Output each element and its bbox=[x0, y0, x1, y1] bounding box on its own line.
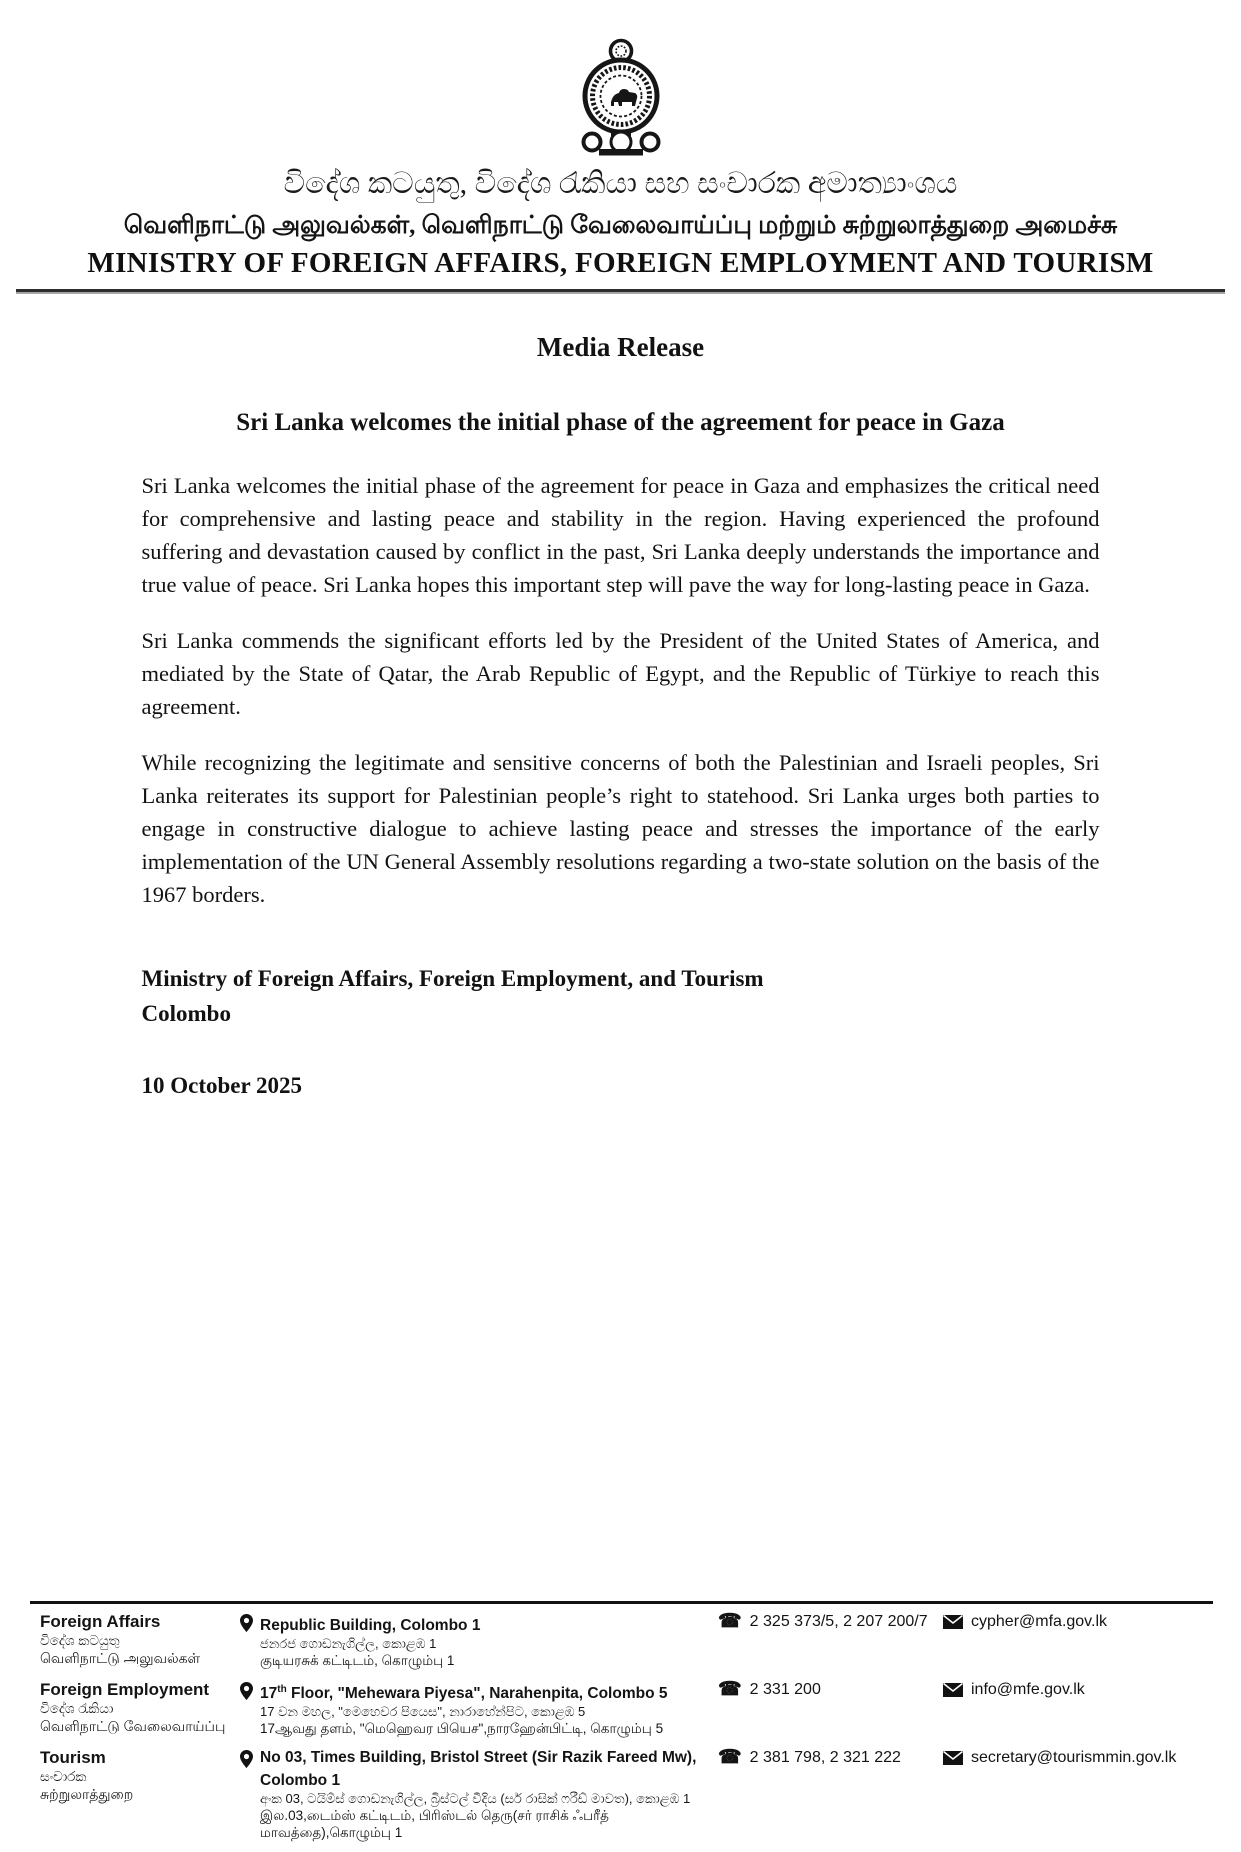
dept-block bbox=[30, 1612, 240, 1667]
address-text bbox=[260, 1748, 718, 1841]
paragraph-2: Sri Lanka commends the significant efforts led by the President of the United States of America, and mediated by the State of Qatar, the Arab Republic of Egypt, and the Republic of Türkiye to reach this agreement. bbox=[141, 628, 1100, 719]
dept-name-si: විදේශ රැකියා bbox=[40, 1701, 114, 1717]
phone-icon: ☎ bbox=[718, 1611, 742, 1632]
address-si: ජනරජ ගොඩනැගිල්ල, කොළඹ 1 bbox=[260, 1636, 437, 1652]
release-headline: Sri Lanka welcomes the initial phase of the agreement for peace in Gaza bbox=[236, 409, 1005, 436]
address-en bbox=[260, 1680, 667, 1703]
header-divider bbox=[16, 289, 1225, 292]
address-en-sup: th bbox=[277, 1684, 287, 1696]
dept-name-en: Foreign Employment bbox=[40, 1680, 210, 1700]
phone-block bbox=[718, 1612, 943, 1632]
envelope-icon bbox=[943, 1683, 963, 1697]
address-ta: இல.03,டைம்ஸ் கட்டிடம், பிரிஸ்டல் தெரு(சர் ராசிக் ஃபரீத் மாவத்தை),கொழும்பு 1 bbox=[260, 1808, 609, 1841]
address-text bbox=[260, 1612, 480, 1669]
address-en-rest: Floor, "Mehewara Piyesa", Narahenpita, Colombo 5 bbox=[286, 1685, 668, 1703]
phone-icon: ☎ bbox=[718, 1679, 742, 1701]
address-en-text: Republic Building, Colombo 1 bbox=[260, 1617, 481, 1635]
address-en-text: 17 bbox=[260, 1685, 278, 1703]
release-body bbox=[142, 469, 1100, 1099]
email-block bbox=[943, 1748, 1213, 1768]
signature-organization: Ministry of Foreign Affairs, Foreign Employment, and Tourism bbox=[141, 966, 764, 991]
ministry-title-english: MINISTRY OF FOREIGN AFFAIRS, FOREIGN EMPLOYMENT AND TOURISM bbox=[87, 247, 1154, 279]
media-release-page bbox=[0, 38, 1241, 1841]
address-block bbox=[240, 1748, 718, 1841]
sri-lanka-emblem-icon bbox=[574, 38, 668, 156]
address-block bbox=[240, 1612, 718, 1669]
address-en bbox=[260, 1612, 480, 1635]
address-block bbox=[240, 1680, 718, 1737]
contact-footer bbox=[30, 1601, 1213, 1852]
signature-block bbox=[142, 961, 1100, 1031]
address-ta: 17ஆவது தளம், "மெஹெவர பியெச",நாரஹேன்பிட்டி, கொழும்பு 5 bbox=[260, 1721, 664, 1737]
email-address: cypher@mfa.gov.lk bbox=[971, 1613, 1107, 1630]
dept-name-ta: சுற்றுலாத்துறை bbox=[40, 1786, 134, 1803]
address-si: අංක 03, ටයිම්ස් ගොඩනැගිල්ල, බ්‍රිස්ටල් වීදිය (සර් රාසික් ෆරීඩ් මාවත), කොළඹ 1 bbox=[260, 1791, 691, 1807]
footer-row-foreign-employment bbox=[30, 1680, 1213, 1737]
release-date: 10 October 2025 bbox=[141, 1073, 303, 1098]
phone-numbers: 2 381 798, 2 321 222 bbox=[749, 1749, 901, 1767]
dept-name-ta: வெளிநாட்டு வேலைவாய்ப்பு bbox=[40, 1718, 226, 1735]
phone-block bbox=[718, 1680, 943, 1700]
email-block bbox=[943, 1612, 1213, 1632]
phone-numbers: 2 325 373/5, 2 207 200/7 bbox=[749, 1613, 928, 1630]
document-type-label: Media Release bbox=[536, 332, 705, 362]
address-text bbox=[260, 1680, 667, 1737]
phone-icon: ☎ bbox=[718, 1747, 742, 1769]
dept-block bbox=[30, 1748, 240, 1803]
address-ta: குடியரசுக் கட்டிடம், கொழும்பு 1 bbox=[260, 1653, 455, 1669]
phone-block bbox=[718, 1748, 943, 1768]
location-pin-icon bbox=[240, 1750, 253, 1768]
location-pin-icon bbox=[240, 1614, 253, 1632]
ministry-title-tamil: வெளிநாட்டு அலுவல்கள், வெளிநாட்டு வேலைவாய்ப்பு மற்றும் சுற்றுலாத்துறை அமைச்சு bbox=[123, 212, 1118, 239]
address-en-text: No 03, Times Building, Bristol Street (Sir Razik Fareed Mw), Colombo 1 bbox=[260, 1749, 697, 1790]
dept-name-si: විදේශ කටයුතු bbox=[40, 1633, 120, 1648]
signature-city: Colombo bbox=[141, 1001, 231, 1026]
ministry-title-sinhala: විදේශ කටයුතු, විදේශ රැකියා සහ සංචාරක අමාත්‍යාංශය bbox=[283, 167, 958, 200]
paragraph-1: Sri Lanka welcomes the initial phase of the agreement for peace in Gaza and emphasizes the critical need for comprehensive and lasting peace and stability in the region. Having experienced the profound suffering and devastation caused by conflict in the past, Sri Lanka deeply understands the importance and true value of peace. Sri Lanka hopes this important step will pave the way for long-lasting peace in Gaza. bbox=[141, 473, 1100, 597]
footer-row-tourism bbox=[30, 1748, 1213, 1841]
envelope-icon bbox=[943, 1615, 963, 1629]
email-address: secretary@tourismmin.gov.lk bbox=[971, 1749, 1177, 1767]
email-address: info@mfe.gov.lk bbox=[971, 1681, 1085, 1699]
envelope-icon bbox=[943, 1751, 963, 1765]
address-si: 17 වන මහල, "මෙහෙවර පියෙස", නාරාහේන්පිට, කොළඹ 5 bbox=[260, 1704, 586, 1720]
letterhead bbox=[0, 38, 1241, 292]
dept-name-en: Tourism bbox=[40, 1748, 106, 1768]
dept-name-ta: வெளிநாட்டு அலுவல்கள் bbox=[40, 1650, 201, 1666]
address-en bbox=[260, 1748, 718, 1790]
email-block bbox=[943, 1680, 1213, 1700]
location-pin-icon bbox=[240, 1682, 253, 1700]
dept-name-en: Foreign Affairs bbox=[40, 1612, 161, 1631]
paragraph-3: While recognizing the legitimate and sensitive concerns of both the Palestinian and Israeli peoples, Sri Lanka reiterates its support for Palestinian people’s right to statehood. Sri Lanka urges both parties to engage in constructive dialogue to achieve lasting peace and stresses the importance of the early implementation of the UN General Assembly resolutions regarding a two-state solution on the basis of the 1967 borders. bbox=[141, 750, 1100, 907]
phone-numbers: 2 331 200 bbox=[749, 1681, 821, 1699]
dept-name-si: සංචාරක bbox=[40, 1769, 87, 1785]
dept-block bbox=[30, 1680, 240, 1735]
footer-row-foreign-affairs bbox=[30, 1612, 1213, 1669]
